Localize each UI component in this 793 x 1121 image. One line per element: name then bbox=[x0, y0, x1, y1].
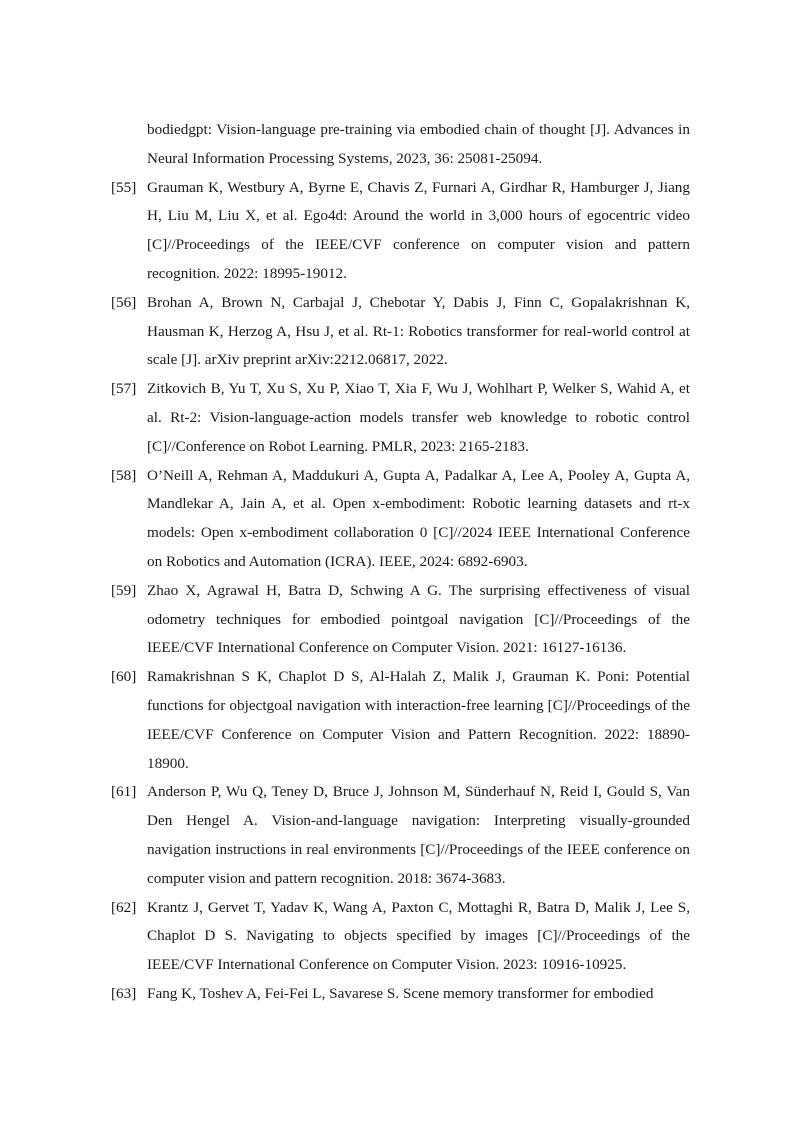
reference-list bbox=[111, 116, 690, 1009]
reference-number: [63] bbox=[111, 984, 137, 1002]
reference-text: Brohan A, Brown N, Carbajal J, Chebotar Y, Dabis J, Finn C, Gopalakrishnan K, Hausman K, Herzog A, Hsu J, et al. Rt-1: Robotics transformer for real-world control at scale [J]. arXiv preprint arXiv:2212.06817, 2022. bbox=[147, 293, 690, 369]
reference-number: [62] bbox=[111, 898, 137, 916]
reference-number: [61] bbox=[111, 783, 137, 801]
reference-text: Ramakrishnan S K, Chaplot D S, Al-Halah Z, Malik J, Grauman K. Poni: Potential functions for objectgoal navigation with interaction-free learning [C]//Proceedings of the IEEE/CVF Conference on Computer Vision and Pattern Recognition. 2022: 18890-18900. bbox=[147, 668, 690, 772]
reference-entry bbox=[111, 980, 690, 1009]
reference-text: O’Neill A, Rehman A, Maddukuri A, Gupta A, Padalkar A, Lee A, Pooley A, Gupta A, Mandlekar A, Jain A, et al. Open x-embodiment: Robotic learning datasets and rt-x models: Open x-embodiment collaboration 0 [C]//2024 IEEE International Conference on Robotics and Automation (ICRA). IEEE, 2024: 6892-6903. bbox=[147, 466, 690, 570]
reference-text: bodiedgpt: Vision-language pre-training via embodied chain of thought [J]. Advances in Neural Information Processing Systems, 2023, 36: 25081-25094. bbox=[147, 121, 690, 167]
reference-entry bbox=[111, 289, 690, 375]
reference-entry bbox=[111, 894, 690, 980]
reference-number: [58] bbox=[111, 466, 137, 484]
reference-text: Krantz J, Gervet T, Yadav K, Wang A, Paxton C, Mottaghi R, Batra D, Malik J, Lee S, Chaplot D S. Navigating to objects specified by images [C]//Proceedings of the IEEE/CVF International Conference on Computer Vision. 2023: 10916-10925. bbox=[147, 898, 690, 974]
reference-entry bbox=[111, 174, 690, 289]
reference-text: Grauman K, Westbury A, Byrne E, Chavis Z, Furnari A, Girdhar R, Hamburger J, Jiang H, Liu M, Liu X, et al. Ego4d: Around the world in 3,000 hours of egocentric video [C]//Proceedings of the IEEE/CVF conference on computer vision and pattern recognition. 2022: 18995-19012. bbox=[147, 178, 690, 282]
reference-entry bbox=[111, 116, 690, 174]
reference-number: [60] bbox=[111, 668, 137, 686]
reference-text: Fang K, Toshev A, Fei-Fei L, Savarese S. Scene memory transformer for embodied bbox=[147, 984, 654, 1002]
reference-number: [56] bbox=[111, 293, 137, 311]
reference-text: Anderson P, Wu Q, Teney D, Bruce J, Johnson M, Sünderhauf N, Reid I, Gould S, Van Den Hengel A. Vision-and-language navigation: Interpreting visually-grounded navigation instructions in real environments [C]//Proceedings of the IEEE conference on computer vision and pattern recognition. 2018: 3674-3683. bbox=[147, 783, 690, 887]
reference-number: [55] bbox=[111, 178, 137, 196]
reference-number: [57] bbox=[111, 380, 137, 398]
reference-entry bbox=[111, 577, 690, 663]
reference-entry bbox=[111, 375, 690, 461]
reference-entry bbox=[111, 663, 690, 778]
reference-text: Zhao X, Agrawal H, Batra D, Schwing A G. The surprising effectiveness of visual odometry techniques for embodied pointgoal navigation [C]//Proceedings of the IEEE/CVF International Conference on Computer Vision. 2021: 16127-16136. bbox=[147, 581, 690, 657]
reference-entry bbox=[111, 462, 690, 577]
reference-text: Zitkovich B, Yu T, Xu S, Xu P, Xiao T, Xia F, Wu J, Wohlhart P, Welker S, Wahid A, et al. Rt-2: Vision-language-action models transfer web knowledge to robotic control [C]//Conference on Robot Learning. PMLR, 2023: 2165-2183. bbox=[147, 380, 690, 455]
reference-entry bbox=[111, 778, 690, 893]
reference-number: [59] bbox=[111, 581, 137, 599]
